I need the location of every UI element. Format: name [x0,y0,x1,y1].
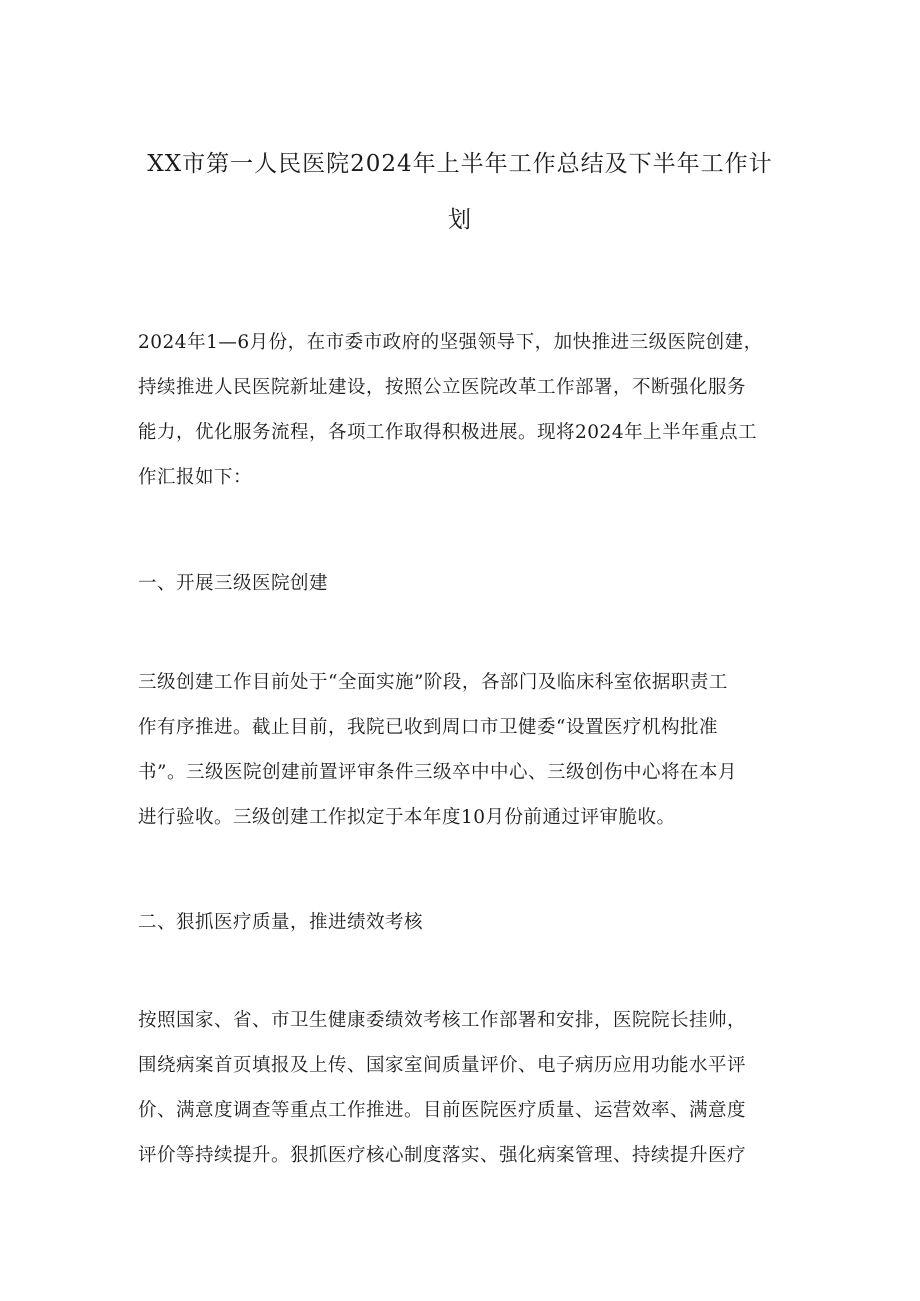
section-1-line-4: 进行验收。三级创建工作拟定于本年度10月份前通过评审脆收。 [138,807,676,828]
section-1-line-1: 三级创建工作目前处于“全面实施”阶段，各部门及临床科室依据职责工 [138,672,728,693]
intro-paragraph [138,320,788,500]
section-1-heading: 一、开展三级医院创建 [138,573,329,594]
section-1-line-2: 作有序推进。截止目前，我院已收到周口市卫健委“设置医疗机构批准 [138,717,718,738]
document-title [120,136,800,248]
section-2-line-4: 评价等持续提升。狠抓医疗核心制度落实、强化病案管理、持续提升医疗 [138,1145,747,1166]
section-1-line-3: 书”。三级医院创建前置评审条件三级卒中中心、三级创伤中心将在本月 [138,762,737,783]
section-1-paragraph [138,660,788,840]
section-2-line-2: 围绕病案首页填报及上传、国家室间质量评价、电子病历应用功能水平评 [138,1055,747,1076]
intro-line-2: 持续推进人民医院新址建设，按照公立医院改革工作部署，不断强化服务 [138,377,747,398]
intro-line-3: 能力，优化服务流程，各项工作取得积极进展。现将2024年上半年重点工 [138,422,758,443]
section-2-heading: 二、狠抓医疗质量，推进绩效考核 [138,912,424,933]
intro-line-1: 2024年1—6月份，在市委市政府的坚强领导下，加快推进三级医院创建， [138,332,763,353]
title-line-1: XX市第一人民医院2024年上半年工作总结及下半年工作计 [147,151,773,177]
title-line-2: 划 [448,207,472,233]
section-2-line-3: 价、满意度调查等重点工作推进。目前医院医疗质量、运营效率、满意度 [138,1100,747,1121]
section-2-line-1: 按照国家、省、市卫生健康委绩效考核工作部署和安排，医院院长挂帅， [138,1010,747,1031]
intro-line-4: 作汇报如下： [138,467,253,488]
section-2-paragraph [138,998,788,1178]
